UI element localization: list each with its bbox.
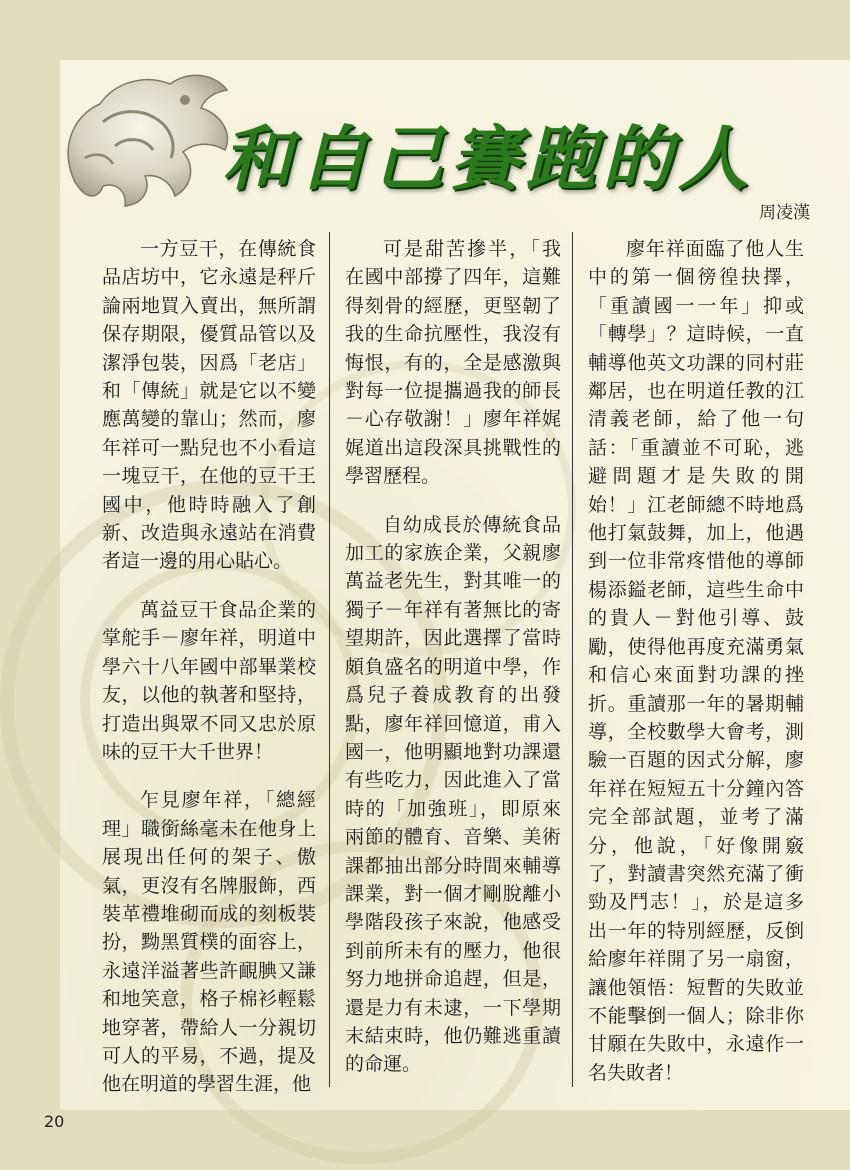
paragraph: 自幼成長於傳統食品加工的家族企業，父親廖萬益老先生，對其唯一的獨子－年祥有著無比的寄望期許，因此選擇了當時頗負盛名的明道中學，作爲兒子養成教育的出發點，廖年祥回憶道，甫入國一，他明顯地對功課還有些吃力，因此進入了當時的「加強班」，即原來兩節的體育、音樂、美術課都抽出部分時間來輔導課業，對一個才剛脫離小學階段孩子來說，他感受到前所未有的壓力，他很努力地拼命追趕，但是，還是力有未逮，一下學期末結束時，他仍難逃重讀的命運。 xyxy=(345,513,561,1076)
author-name: 周凌漢 xyxy=(759,203,810,223)
paragraph: 廖年祥面臨了他人生中的第一個徬徨抉擇，「重讀國一一年」抑或「轉學」？這時候，一直輔導他英文功課的同村莊鄰居，也在明道任教的江清義老師，給了他一句話：「重讀並不可恥，逃避問題才是失敗的開始！」江老師總不時地爲他打氣鼓舞，加上，他遇到一位非常疼惜他的導師楊添鎰老師，這些生命中的貴人－對他引導、鼓勵，使得他再度充滿勇氣和信心來面對功課的挫折。重讀那一年的暑期輔導，全校數學大會考，測驗一百題的因式分解，廖年祥在短短五十分鐘內答完全部試題，並考了滿分，他說，「好像開竅了，對讀書突然充滿了衝勁及鬥志！」，於是這多出一年的特別經歷，反倒給廖年祥開了另一扇窗，讓他領悟：短暫的失敗並不能擊倒一個人；除非你甘願在失敗中，永遠作一名失敗者！ xyxy=(588,238,804,1084)
paragraph: 可是甜苦摻半，「我在國中部撐了四年，這難得刻骨的經歷，更堅韌了我的生命抗壓性，我沒有悔恨，有的，全是感激與對每一位提攜過我的師長－心存敬謝！」廖年祥娓娓道出這段深具挑戰性的學習歷程。 xyxy=(345,238,561,488)
article-column-3 xyxy=(588,235,804,1107)
paragraph: 一方豆干，在傳統食品店坊中，它永遠是秤斤論兩地買入賣出，無所謂保存期限，優質品管以及潔淨包裝，因爲「老店」和「傳統」就是它以不變應萬變的靠山；然而，廖年祥可一點兒也不小看這一塊豆干，在他的豆干王國中，他時時融入了創新、改造與永遠站在消費者這一邊的用心貼心。 xyxy=(102,238,316,573)
article-column-1 xyxy=(102,235,316,1119)
jade-dragon-icon xyxy=(55,62,245,212)
paragraph: 萬益豆干食品企業的掌舵手－廖年祥，明道中學六十八年國中部畢業校友，以他的執著和堅持，打造出與眾不同又忠於原味的豆干大千世界！ xyxy=(102,598,316,763)
column-divider xyxy=(329,232,330,1087)
top-margin-band xyxy=(0,0,850,60)
paragraph: 乍見廖年祥，「總經理」職銜絲毫未在他身上展現出任何的架子、傲氣，更沒有名牌服飾，西裝革禮堆砌而成的刻板裝扮，黝黑質樸的面容上，永遠洋溢著些許靦腆又謙和地笑意，格子棉衫輕鬆地穿著，帶給人一分親切可人的平易，不過，提及他在明道的學習生涯，他 xyxy=(102,789,316,1096)
page-number: 20 xyxy=(44,1112,65,1131)
column-divider xyxy=(572,232,573,1087)
article-title: 和自己賽跑的人 xyxy=(222,116,754,200)
article-column-2 xyxy=(345,235,561,1099)
